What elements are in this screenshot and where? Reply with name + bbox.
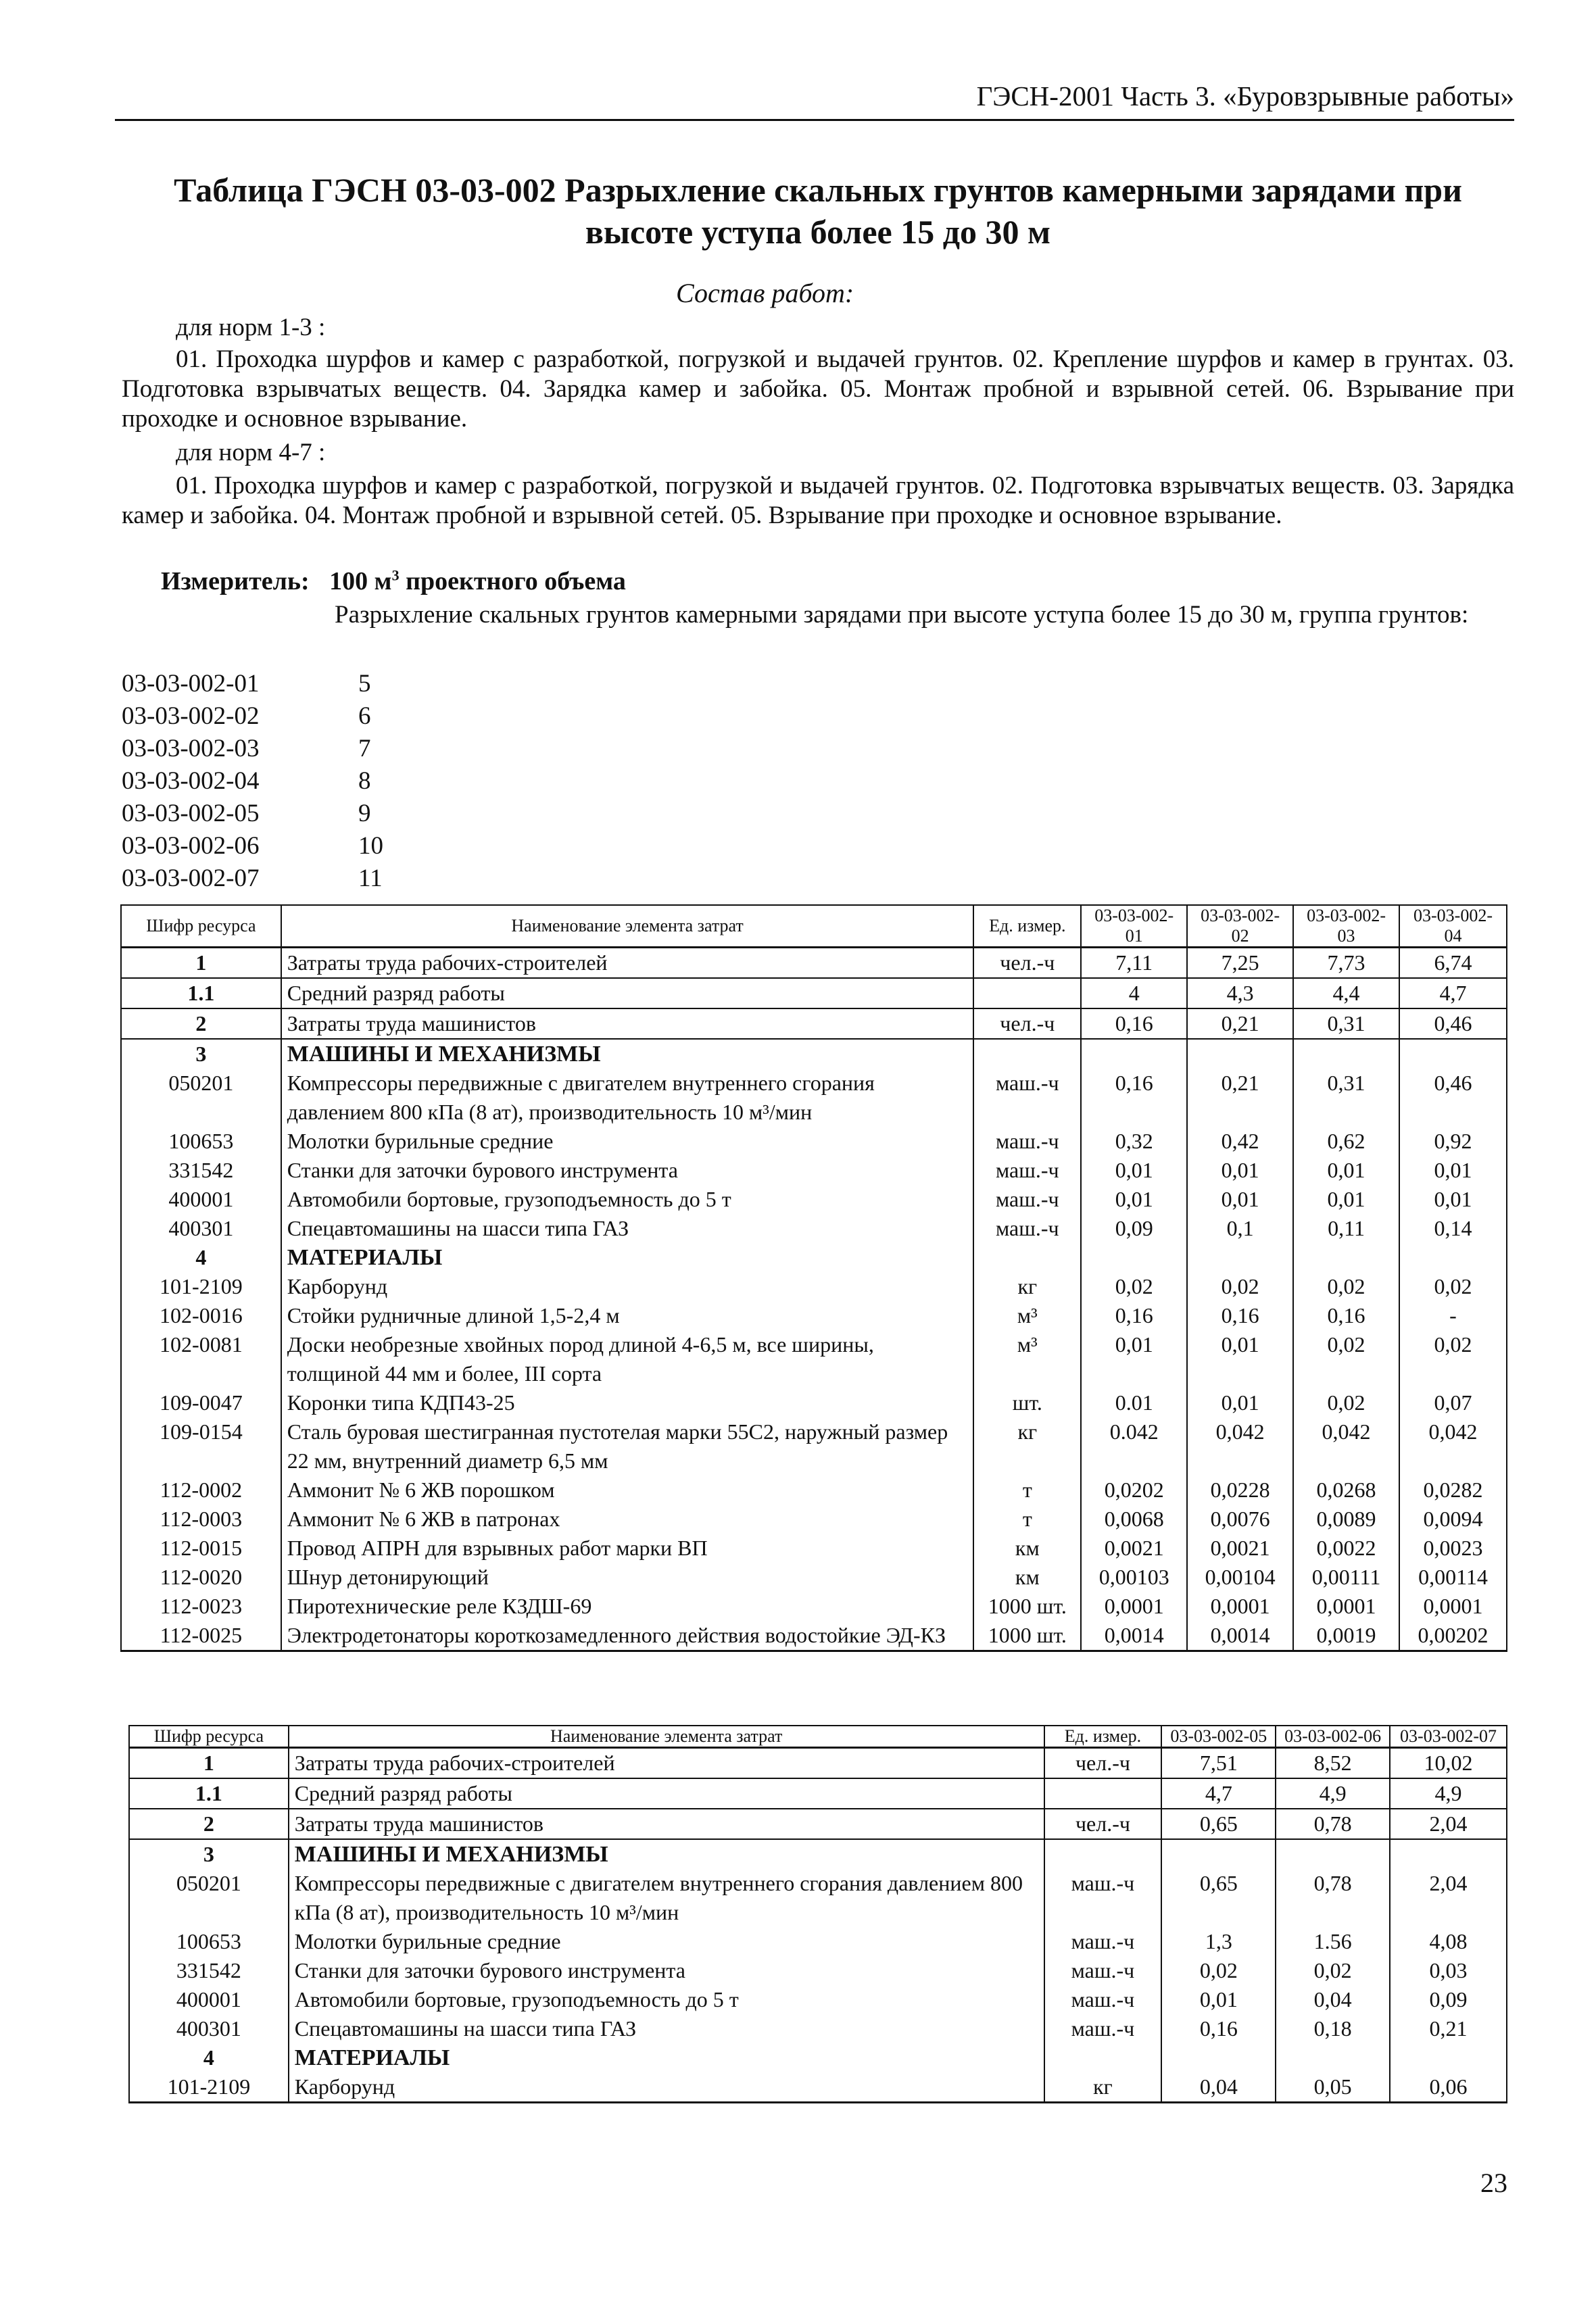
norm-value: 0,01 — [1187, 1185, 1293, 1214]
unit: км — [973, 1563, 1081, 1592]
norm-value: 0,21 — [1187, 1008, 1293, 1039]
unit: т — [973, 1476, 1081, 1505]
resource-code: 100653 — [129, 1927, 289, 1956]
cost-element-name: Автомобили бортовые, грузоподъемность до 5 т — [281, 1185, 974, 1214]
cost-element-name: МАТЕРИАЛЫ — [281, 1243, 974, 1272]
norms-b-text: 01. Проходка шурфов и камер с разработкой, погрузкой и выдачей грунтов. 02. Подготовка взрывчатых веществ. 03. Зарядка камер и забойка. 04. Монтаж пробной и взрывной сетей. 05. Взрывание при проходке и основное взрывание. — [122, 472, 1514, 529]
cost-element-name: Средний разряд работы — [289, 1778, 1044, 1809]
cost-element-name: Компрессоры передвижные с двигателем внутреннего сгорания давлением 800 кПа (8 ат), производительность 10 м³/мин — [289, 1869, 1044, 1927]
norm-value — [1187, 1243, 1293, 1272]
unit: чел.-ч — [1044, 1748, 1162, 1779]
unit: маш.-ч — [973, 1214, 1081, 1243]
norm-value: 0,02 — [1276, 1956, 1390, 1985]
norm-value — [1293, 1039, 1399, 1069]
norm-code: 03-03-002-03 — [122, 735, 260, 762]
cost-element-name: Средний разряд работы — [281, 978, 974, 1008]
cost-element-name: Затраты труда машинистов — [289, 1809, 1044, 1839]
norm-value: 0,0089 — [1293, 1505, 1399, 1534]
cost-element-name: Молотки бурильные средние — [289, 1927, 1044, 1956]
norm-value: 0,07 — [1399, 1388, 1507, 1417]
soil-group: 6 — [358, 702, 371, 730]
table-row — [121, 1127, 1507, 1156]
norm-value: 0,02 — [1293, 1272, 1399, 1301]
norm-value: 4,7 — [1399, 978, 1507, 1008]
unit: маш.-ч — [1044, 2014, 1162, 2043]
resource-code: 112-0002 — [121, 1476, 281, 1505]
norm-value: 4,9 — [1390, 1778, 1507, 1809]
norm-value: 0,18 — [1276, 2014, 1390, 2043]
norm-value — [1187, 1039, 1293, 1069]
norm-value: 0,00202 — [1399, 1621, 1507, 1651]
norm-value: 0,09 — [1390, 1985, 1507, 2014]
norm-value: 0,65 — [1161, 1809, 1276, 1839]
resource-code: 102-0081 — [121, 1330, 281, 1388]
norm-value: 10,02 — [1390, 1748, 1507, 1779]
norm-value: 0,42 — [1187, 1127, 1293, 1156]
resource-table-1 — [120, 904, 1507, 1652]
cost-element-name: Затраты труда рабочих-строителей — [281, 948, 974, 979]
unit: маш.-ч — [1044, 1869, 1162, 1927]
norm-value: 0,0094 — [1399, 1505, 1507, 1534]
header-col-2: 03-03-002-02 — [1187, 905, 1293, 948]
norm-value: 0,02 — [1187, 1272, 1293, 1301]
unit: м³ — [973, 1301, 1081, 1330]
norm-value: 0,78 — [1276, 1809, 1390, 1839]
table-row — [121, 1330, 1507, 1388]
header-col-5: 03-03-002-05 — [1161, 1726, 1276, 1748]
measurer — [161, 566, 626, 596]
unit: чел.-ч — [973, 948, 1081, 979]
norm-value: 0,16 — [1293, 1301, 1399, 1330]
norm-value: 0,01 — [1081, 1330, 1187, 1388]
resource-code: 112-0023 — [121, 1592, 281, 1621]
norm-value: 0.01 — [1081, 1388, 1187, 1417]
norm-value: 0,16 — [1081, 1069, 1187, 1127]
norm-value: 0,0268 — [1293, 1476, 1399, 1505]
resource-code: 050201 — [129, 1869, 289, 1927]
cost-element-name: МАШИНЫ И МЕХАНИЗМЫ — [281, 1039, 974, 1069]
resource-code: 102-0016 — [121, 1301, 281, 1330]
header-unit: Ед. измер. — [973, 905, 1081, 948]
soil-group: 5 — [358, 670, 371, 698]
header-col-6: 03-03-002-06 — [1276, 1726, 1390, 1748]
table-row — [129, 2043, 1507, 2072]
norm-value: 4,3 — [1187, 978, 1293, 1008]
unit — [1044, 1839, 1162, 1869]
norm-value: 0,1 — [1187, 1214, 1293, 1243]
resource-code: 2 — [121, 1008, 281, 1039]
norm-value: - — [1399, 1301, 1507, 1330]
header-col-3: 03-03-002-03 — [1293, 905, 1399, 948]
norm-value: 8,52 — [1276, 1748, 1390, 1779]
norm-value: 0,01 — [1081, 1156, 1187, 1185]
resource-code: 050201 — [121, 1069, 281, 1127]
resource-code: 1.1 — [121, 978, 281, 1008]
norm-value: 0,31 — [1293, 1069, 1399, 1127]
table-row — [121, 1476, 1507, 1505]
norms-a-label: для норм 1-3 : — [176, 314, 326, 341]
norm-value — [1293, 1243, 1399, 1272]
resource-code: 400001 — [121, 1185, 281, 1214]
unit: маш.-ч — [973, 1069, 1081, 1127]
table-row — [121, 1156, 1507, 1185]
cost-element-name: Станки для заточки бурового инструмента — [281, 1156, 974, 1185]
norm-value: 0,16 — [1161, 2014, 1276, 2043]
norm-code: 03-03-002-04 — [122, 767, 260, 795]
norm-value: 0,04 — [1161, 2072, 1276, 2103]
resource-code: 109-0047 — [121, 1388, 281, 1417]
unit: км — [973, 1534, 1081, 1563]
norm-value: 0,16 — [1081, 1008, 1187, 1039]
unit: м³ — [973, 1330, 1081, 1388]
table-row — [121, 1301, 1507, 1330]
table-row — [129, 1927, 1507, 1956]
norm-value: 0,01 — [1293, 1185, 1399, 1214]
resource-code: 112-0025 — [121, 1621, 281, 1651]
resource-table-2 — [128, 1725, 1507, 2103]
norm-value: 4,08 — [1390, 1927, 1507, 1956]
norm-value: 0,00104 — [1187, 1563, 1293, 1592]
norm-value: 0,21 — [1390, 2014, 1507, 2043]
resource-code: 4 — [129, 2043, 289, 2072]
norm-value: 0,01 — [1081, 1185, 1187, 1214]
resource-code: 101-2109 — [129, 2072, 289, 2103]
table-row — [121, 1417, 1507, 1476]
norm-value — [1161, 1839, 1276, 1869]
cost-element-name: Спецавтомашины на шасси типа ГАЗ — [281, 1214, 974, 1243]
cost-element-name: Пиротехнические реле КЗДШ-69 — [281, 1592, 974, 1621]
unit: шт. — [973, 1388, 1081, 1417]
cost-element-name: МАШИНЫ И МЕХАНИЗМЫ — [289, 1839, 1044, 1869]
header-col-4: 03-03-002-04 — [1399, 905, 1507, 948]
norm-value: 0,46 — [1399, 1008, 1507, 1039]
table-row — [129, 1985, 1507, 2014]
measurer-sup: 3 — [391, 566, 400, 584]
norm-value: 0,21 — [1187, 1069, 1293, 1127]
resource-code: 1 — [129, 1748, 289, 1779]
unit: маш.-ч — [973, 1127, 1081, 1156]
table-row — [121, 1243, 1507, 1272]
table-row — [121, 978, 1507, 1008]
norm-value: 0,01 — [1187, 1330, 1293, 1388]
norm-value: 0,00114 — [1399, 1563, 1507, 1592]
table-row — [129, 1869, 1507, 1927]
header-col-1: 03-03-002-01 — [1081, 905, 1187, 948]
cost-element-name: Шнур детонирующий — [281, 1563, 974, 1592]
norm-value: 4,4 — [1293, 978, 1399, 1008]
table-row — [121, 948, 1507, 979]
cost-element-name: Затраты труда рабочих-строителей — [289, 1748, 1044, 1779]
norm-value: 0,78 — [1276, 1869, 1390, 1927]
norm-value: 0,06 — [1390, 2072, 1507, 2103]
resource-code: 331542 — [129, 1956, 289, 1985]
resource-code: 3 — [129, 1839, 289, 1869]
norm-value: 0,65 — [1161, 1869, 1276, 1927]
table-row — [121, 1069, 1507, 1127]
unit: маш.-ч — [1044, 1985, 1162, 2014]
unit: 1000 шт. — [973, 1621, 1081, 1651]
unit: чел.-ч — [973, 1008, 1081, 1039]
table-row — [121, 1505, 1507, 1534]
norm-value: 0,46 — [1399, 1069, 1507, 1127]
norm-code: 03-03-002-06 — [122, 832, 260, 860]
table-title: Таблица ГЭСН 03-03-002 Разрыхление скальных грунтов камерными зарядами при высоте уступа более 15 до 30 м — [174, 171, 1462, 251]
norm-value: 2,04 — [1390, 1869, 1507, 1927]
norms-b-label: для норм 4-7 : — [176, 439, 326, 466]
table-row — [121, 1563, 1507, 1592]
norm-value: 2,04 — [1390, 1809, 1507, 1839]
unit — [1044, 1778, 1162, 1809]
norm-value: 0,0001 — [1187, 1592, 1293, 1621]
cost-element-name: МАТЕРИАЛЫ — [289, 2043, 1044, 2072]
norm-value: 4 — [1081, 978, 1187, 1008]
norm-value: 0,02 — [1081, 1272, 1187, 1301]
norm-value: 4,7 — [1161, 1778, 1276, 1809]
norm-value: 0,05 — [1276, 2072, 1390, 2103]
header-col-7: 03-03-002-07 — [1390, 1726, 1507, 1748]
table-row — [121, 1534, 1507, 1563]
soil-group: 7 — [358, 735, 371, 762]
resource-code: 112-0003 — [121, 1505, 281, 1534]
cost-element-name: Автомобили бортовые, грузоподъемность до 5 т — [289, 1985, 1044, 2014]
unit — [1044, 2043, 1162, 2072]
norm-code-list — [122, 668, 412, 895]
norm-value: 0,0023 — [1399, 1534, 1507, 1563]
resource-code: 400001 — [129, 1985, 289, 2014]
norm-value — [1276, 2043, 1390, 2072]
norm-value: 0,04 — [1276, 1985, 1390, 2014]
group-description: Разрыхление скальных грунтов камерными зарядами при высоте уступа более 15 до 30 м, группа грунтов: — [335, 601, 1469, 629]
measurer-label: Измеритель: — [161, 567, 310, 595]
norm-value: 0,0021 — [1187, 1534, 1293, 1563]
resource-code: 400301 — [121, 1214, 281, 1243]
norm-value: 7,25 — [1187, 948, 1293, 979]
cost-element-name: Сталь буровая шестигранная пустотелая марки 55С2, наружный размер 22 мм, внутренний диаметр 6,5 мм — [281, 1417, 974, 1476]
norm-value: 7,73 — [1293, 948, 1399, 979]
cost-element-name: Карборунд — [281, 1272, 974, 1301]
norm-value — [1276, 1839, 1390, 1869]
table-row — [121, 1214, 1507, 1243]
unit: т — [973, 1505, 1081, 1534]
header-name: Наименование элемента затрат — [289, 1726, 1044, 1748]
cost-element-name: Затраты труда машинистов — [281, 1008, 974, 1039]
table-row — [129, 2014, 1507, 2043]
unit: кг — [973, 1417, 1081, 1476]
cost-element-name: Доски необрезные хвойных пород длиной 4-6,5 м, все ширины, толщиной 44 мм и более, III сорта — [281, 1330, 974, 1388]
norm-value: 0,0001 — [1399, 1592, 1507, 1621]
resource-code: 4 — [121, 1243, 281, 1272]
header-unit: Ед. измер. — [1044, 1726, 1162, 1748]
norm-value: 0.042 — [1081, 1417, 1187, 1476]
norm-value: 0,02 — [1293, 1388, 1399, 1417]
norms-a-text: 01. Проходка шурфов и камер с разработкой, погрузкой и выдачей грунтов. 02. Крепление шурфов и камер в грунтах. 03. Подготовка взрывчатых веществ. 04. Зарядка камер и забойка. 05. Монтаж пробной и взрывной сетей. 06. Взрывание при проходке и основное взрывание. — [122, 345, 1514, 433]
table-row — [121, 1388, 1507, 1417]
norm-value: 0,01 — [1187, 1388, 1293, 1417]
norm-code-row — [122, 798, 412, 830]
norm-value: 0,0001 — [1293, 1592, 1399, 1621]
work-composition-heading: Состав работ: — [676, 278, 854, 308]
soil-group: 10 — [358, 832, 383, 860]
norm-value — [1399, 1243, 1507, 1272]
header-name: Наименование элемента затрат — [281, 905, 974, 948]
cost-element-name: Провод АПРН для взрывных работ марки ВП — [281, 1534, 974, 1563]
soil-group: 8 — [358, 767, 371, 795]
cost-element-name: Стойки рудничные длиной 1,5-2,4 м — [281, 1301, 974, 1330]
norm-value — [1390, 2043, 1507, 2072]
resource-code: 101-2109 — [121, 1272, 281, 1301]
cost-element-name: Компрессоры передвижные с двигателем внутреннего сгорания давлением 800 кПа (8 ат), производительность 10 м³/мин — [281, 1069, 974, 1127]
norm-code-row — [122, 765, 412, 798]
norm-value: 0,0021 — [1081, 1534, 1187, 1563]
norm-value: 1,3 — [1161, 1927, 1276, 1956]
resource-code: 400301 — [129, 2014, 289, 2043]
norm-code-row — [122, 668, 412, 700]
unit: маш.-ч — [1044, 1956, 1162, 1985]
unit: кг — [1044, 2072, 1162, 2103]
running-header: ГЭСН-2001 Часть 3. «Буровзрывные работы» — [976, 80, 1514, 112]
norm-value: 0,01 — [1399, 1185, 1507, 1214]
resource-code: 2 — [129, 1809, 289, 1839]
header-code: Шифр ресурса — [129, 1726, 289, 1748]
cost-element-name: Аммонит № 6 ЖВ порошком — [281, 1476, 974, 1505]
table-row — [129, 2072, 1507, 2103]
norm-value: 0,0001 — [1081, 1592, 1187, 1621]
norm-value: 0,02 — [1399, 1330, 1507, 1388]
unit: маш.-ч — [1044, 1927, 1162, 1956]
cost-element-name: Карборунд — [289, 2072, 1044, 2103]
norm-value: 0,62 — [1293, 1127, 1399, 1156]
norm-value — [1081, 1039, 1187, 1069]
norm-value: 7,11 — [1081, 948, 1187, 979]
norm-value: 0,00111 — [1293, 1563, 1399, 1592]
table-row — [129, 1778, 1507, 1809]
resource-code: 112-0020 — [121, 1563, 281, 1592]
norm-value: 0,03 — [1390, 1956, 1507, 1985]
resource-code: 331542 — [121, 1156, 281, 1185]
table-row — [121, 1592, 1507, 1621]
resource-code: 1 — [121, 948, 281, 979]
norm-value: 0,16 — [1187, 1301, 1293, 1330]
resource-code: 112-0015 — [121, 1534, 281, 1563]
header-code: Шифр ресурса — [121, 905, 281, 948]
table-row — [121, 1621, 1507, 1651]
norm-value: 0,0282 — [1399, 1476, 1507, 1505]
soil-group: 9 — [358, 800, 371, 827]
norm-value: 0,0019 — [1293, 1621, 1399, 1651]
unit — [973, 1243, 1081, 1272]
norm-value: 0,02 — [1161, 1956, 1276, 1985]
unit: кг — [973, 1272, 1081, 1301]
norm-value: 0,01 — [1187, 1156, 1293, 1185]
table-row — [121, 1008, 1507, 1039]
norm-value: 0,02 — [1293, 1330, 1399, 1388]
norm-value: 0,11 — [1293, 1214, 1399, 1243]
norm-value: 0,09 — [1081, 1214, 1187, 1243]
norm-value: 0,01 — [1161, 1985, 1276, 2014]
unit: маш.-ч — [973, 1185, 1081, 1214]
table-row — [129, 1809, 1507, 1839]
cost-element-name: Аммонит № 6 ЖВ в патронах — [281, 1505, 974, 1534]
norm-value: 0,32 — [1081, 1127, 1187, 1156]
norm-value: 6,74 — [1399, 948, 1507, 979]
measurer-tail: проектного объема — [399, 567, 626, 595]
norm-code: 03-03-002-07 — [122, 864, 260, 892]
norm-value: 0,042 — [1187, 1417, 1293, 1476]
norm-code: 03-03-002-05 — [122, 800, 260, 827]
table-row — [129, 1839, 1507, 1869]
soil-group: 11 — [358, 864, 383, 892]
norm-code-row — [122, 700, 412, 733]
norm-code-row — [122, 830, 412, 862]
norm-value: 0,31 — [1293, 1008, 1399, 1039]
header-rule — [115, 119, 1514, 121]
cost-element-name: Коронки типа КДП43-25 — [281, 1388, 974, 1417]
norm-code-row — [122, 862, 412, 895]
norm-value: 0,042 — [1399, 1417, 1507, 1476]
resource-code: 100653 — [121, 1127, 281, 1156]
unit — [973, 1039, 1081, 1069]
norm-value: 4,9 — [1276, 1778, 1390, 1809]
norm-value: 0,02 — [1399, 1272, 1507, 1301]
cost-element-name: Станки для заточки бурового инструмента — [289, 1956, 1044, 1985]
norm-value: 0,14 — [1399, 1214, 1507, 1243]
table-row — [121, 1272, 1507, 1301]
norm-value: 0,0228 — [1187, 1476, 1293, 1505]
page-number: 23 — [1480, 2168, 1507, 2198]
norm-value: 0,0076 — [1187, 1505, 1293, 1534]
norm-value: 0,0022 — [1293, 1534, 1399, 1563]
table-row — [129, 1748, 1507, 1779]
cost-element-name: Электродетонаторы короткозамедленного действия водостойкие ЭД-КЗ — [281, 1621, 974, 1651]
norm-value: 0,042 — [1293, 1417, 1399, 1476]
norm-value: 0,92 — [1399, 1127, 1507, 1156]
norm-value: 0,0202 — [1081, 1476, 1187, 1505]
norm-code: 03-03-002-01 — [122, 670, 260, 698]
cost-element-name: Спецавтомашины на шасси типа ГАЗ — [289, 2014, 1044, 2043]
measurer-value: 100 м — [329, 567, 392, 595]
norm-value — [1161, 2043, 1276, 2072]
table-row — [121, 1185, 1507, 1214]
table-row — [129, 1956, 1507, 1985]
resource-code: 3 — [121, 1039, 281, 1069]
norm-value — [1390, 1839, 1507, 1869]
norm-code-row — [122, 733, 412, 765]
norm-value: 0,00103 — [1081, 1563, 1187, 1592]
unit: 1000 шт. — [973, 1592, 1081, 1621]
norm-code: 03-03-002-02 — [122, 702, 260, 730]
unit: маш.-ч — [973, 1156, 1081, 1185]
norm-value: 0,0014 — [1187, 1621, 1293, 1651]
norm-value: 0,0014 — [1081, 1621, 1187, 1651]
norm-value: 0,16 — [1081, 1301, 1187, 1330]
norm-value: 1.56 — [1276, 1927, 1390, 1956]
table-row — [121, 1039, 1507, 1069]
unit — [973, 978, 1081, 1008]
norm-value: 0,01 — [1399, 1156, 1507, 1185]
unit: чел.-ч — [1044, 1809, 1162, 1839]
resource-code: 109-0154 — [121, 1417, 281, 1476]
norm-value: 0,01 — [1293, 1156, 1399, 1185]
resource-code: 1.1 — [129, 1778, 289, 1809]
norm-value — [1081, 1243, 1187, 1272]
cost-element-name: Молотки бурильные средние — [281, 1127, 974, 1156]
norm-value: 7,51 — [1161, 1748, 1276, 1779]
norm-value: 0,0068 — [1081, 1505, 1187, 1534]
norm-value — [1399, 1039, 1507, 1069]
